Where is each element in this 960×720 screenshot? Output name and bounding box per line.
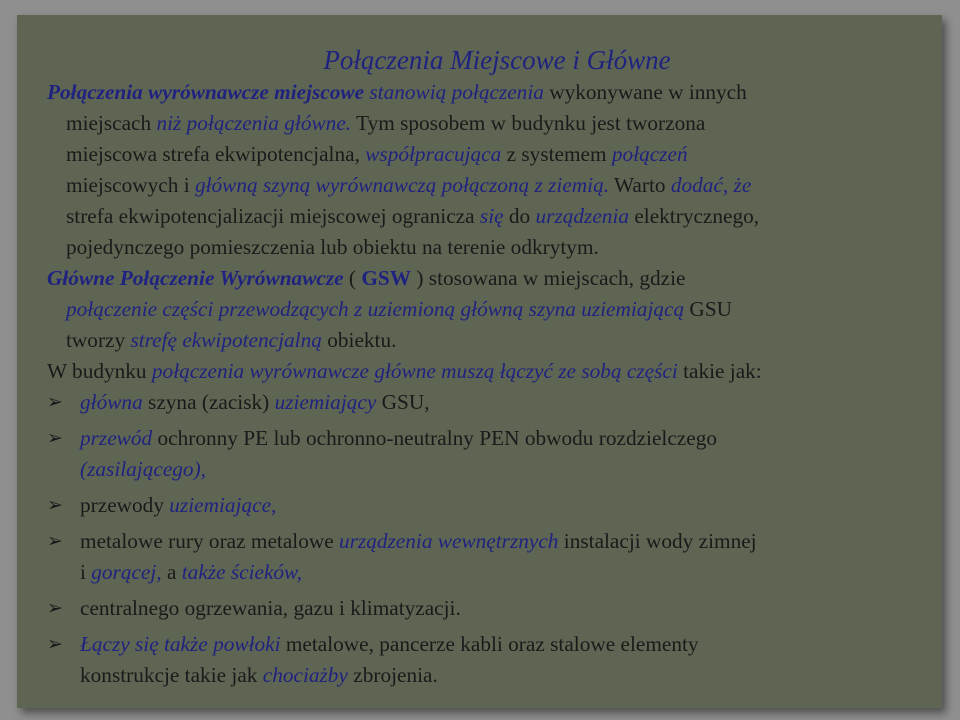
text-span: zbrojenia. [347, 663, 438, 687]
text-span: Warto [609, 173, 671, 197]
text-span: takie jak: [677, 359, 762, 383]
text-span: i [80, 560, 92, 584]
text-span: chociażby [262, 663, 348, 687]
text-span: przewód [80, 426, 153, 450]
text-span: współpracująca [365, 142, 502, 166]
content-panel [17, 15, 942, 708]
text-span: także ścieków, [181, 560, 302, 584]
text-span: przewody [80, 493, 170, 517]
list-item-text [80, 629, 947, 691]
text-span: ) stosowana w miejscach, gdzie [411, 266, 686, 290]
list-item [47, 423, 947, 485]
text-span: połączenie części przewodzących z uziemioną główną szyna uziemiającą [66, 297, 685, 321]
text-span: urządzenia wewnętrznych [339, 529, 559, 553]
text-span: strefę ekwipotencjalną [130, 328, 322, 352]
text-line [47, 263, 947, 294]
text-span: instalacji wody zimnej [558, 529, 757, 553]
text-span: Tym sposobem w budynku jest tworzona [351, 111, 706, 135]
text-line [47, 294, 947, 325]
text-span: szyna (zacisk) [142, 390, 275, 414]
list-item-text [80, 593, 947, 624]
list-item [47, 593, 947, 624]
list-item-text [80, 490, 947, 521]
text-span: tworzy [66, 328, 131, 352]
text-span: gorącej, [91, 560, 162, 584]
term-local-bonding: Połączenia wyrównawcze miejscowe [47, 80, 365, 104]
term-main-bonding: Główne Połączenie Wyrównawcze [47, 266, 344, 290]
text-span: połączeń [611, 142, 688, 166]
abbr-gsw: GSW [361, 266, 412, 290]
text-span: GSU, [376, 390, 430, 414]
text-line [47, 108, 947, 139]
arrow-bullet-icon: ➢ [47, 531, 63, 552]
text-span: metalowe, pancerze kabli oraz stalowe elementy [280, 632, 699, 656]
text-span: (zasilającego), [80, 457, 206, 481]
paragraph-building [47, 356, 947, 387]
text-span: urządzenia [535, 204, 630, 228]
text-span: połączenia wyrównawcze główne muszą łączyć ze sobą części [151, 359, 678, 383]
list-item [47, 490, 947, 521]
arrow-bullet-icon: ➢ [47, 634, 63, 655]
text-line [47, 201, 947, 232]
list-item [47, 629, 947, 691]
text-span: centralnego ogrzewania, gazu i klimatyzacji. [80, 596, 461, 620]
text-span: GSU [684, 297, 733, 321]
text-span: do [503, 204, 536, 228]
text-span: główna [80, 390, 143, 414]
text-span: a [161, 560, 182, 584]
text-line [47, 325, 947, 356]
text-span: uziemiające, [169, 493, 277, 517]
text-span: Łączy się także powłoki [80, 632, 281, 656]
text-line [47, 170, 947, 201]
paragraph-main-bonding [47, 263, 947, 356]
text-span: pojedynczego pomieszczenia lub obiektu na terenie odkrytym. [66, 235, 599, 259]
list-item-text [80, 423, 947, 485]
text-span: obiektu. [321, 328, 397, 352]
text-span: strefa ekwipotencjalizacji miejscowej ogranicza [66, 204, 480, 228]
text-span: elektrycznego, [629, 204, 760, 228]
page-title: Połączenia Miejscowe i Główne [323, 45, 671, 75]
text-span: ochronny PE lub ochronno-neutralny PEN obwodu rozdzielczego [152, 426, 718, 450]
text-span: główną szyną wyrównawczą połączoną z ziemią. [194, 173, 610, 197]
text-span: wykonywane w innych [543, 80, 747, 104]
text-span: dodać, że [670, 173, 752, 197]
list-item-text [80, 387, 947, 418]
text-span: ( [343, 266, 362, 290]
text-span: niż połączenia główne. [156, 111, 352, 135]
text-span: uziemiający [274, 390, 377, 414]
text-line [47, 77, 947, 108]
content-body [47, 43, 947, 691]
arrow-bullet-icon: ➢ [47, 598, 63, 619]
arrow-bullet-icon: ➢ [47, 392, 63, 413]
text-span: i [178, 173, 195, 197]
list-item-text [80, 526, 947, 588]
text-span: konstrukcje takie jak [80, 663, 263, 687]
text-span: miejscowych [66, 173, 179, 197]
text-line [47, 232, 947, 263]
list-item [47, 387, 947, 418]
arrow-bullet-icon: ➢ [47, 495, 63, 516]
text-span: z systemem [501, 142, 612, 166]
text-span: miejscowa strefa ekwipotencjalna, [66, 142, 366, 166]
text-span: metalowe rury oraz metalowe [80, 529, 339, 553]
text-span: się [479, 204, 504, 228]
list-item [47, 526, 947, 588]
text-line [47, 139, 947, 170]
text-span: stanowią połączenia [364, 80, 544, 104]
arrow-bullet-icon: ➢ [47, 428, 63, 449]
paragraph-local-bonding [47, 77, 947, 263]
text-span: W budynku [47, 359, 152, 383]
text-span: miejscach [66, 111, 157, 135]
